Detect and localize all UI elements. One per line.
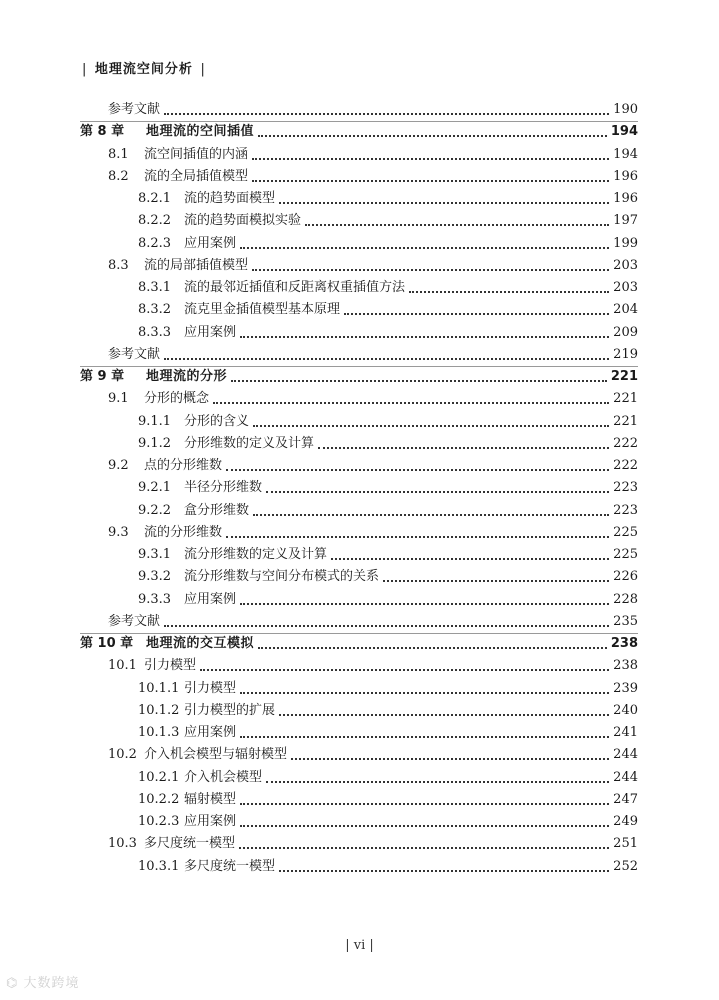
toc-entry-page: 251 bbox=[613, 836, 638, 852]
toc-entry-page: 197 bbox=[613, 213, 638, 229]
toc-entry-number: 8.2 bbox=[108, 168, 129, 184]
toc-entry-title: 流的趋势面模型 bbox=[184, 191, 276, 206]
toc-entry-title: 流的分形维数 bbox=[144, 524, 223, 540]
toc-entry-page: 225 bbox=[613, 524, 638, 540]
toc-entry-number: 10.1.3 bbox=[138, 725, 180, 740]
dot-leader bbox=[213, 402, 609, 404]
dot-leader bbox=[291, 758, 609, 760]
toc-chapter-row[interactable] bbox=[80, 122, 638, 142]
toc-subsection-row[interactable] bbox=[138, 812, 638, 832]
toc-entry-title: 参考文献 bbox=[108, 102, 161, 117]
toc-section-row[interactable] bbox=[108, 745, 638, 765]
toc-entry-page: 204 bbox=[613, 302, 638, 318]
toc-entry-number: 9.3.2 bbox=[138, 569, 172, 585]
toc-subsection-row[interactable] bbox=[138, 211, 638, 231]
dot-leader bbox=[240, 247, 609, 249]
toc-entry-number: 8.3 bbox=[108, 257, 129, 273]
toc-subsection-row[interactable] bbox=[138, 501, 638, 521]
toc-subsection-row[interactable] bbox=[138, 701, 638, 721]
toc-entry-page: 244 bbox=[613, 769, 638, 785]
dot-leader bbox=[253, 425, 609, 427]
toc-entry-title: 流的全局插值模型 bbox=[144, 168, 249, 184]
toc-entry-page: 228 bbox=[613, 591, 638, 607]
toc-entry-title: 盒分形维数 bbox=[184, 502, 250, 518]
toc-subsection-row[interactable] bbox=[138, 300, 638, 320]
toc-section-row[interactable] bbox=[108, 834, 638, 854]
watermark-icon: ⌬ bbox=[6, 976, 19, 991]
toc-entry-page: 196 bbox=[613, 168, 638, 184]
toc-entry-title: 应用案例 bbox=[184, 591, 237, 607]
toc-entry-page: 247 bbox=[613, 791, 638, 807]
dot-leader bbox=[226, 536, 609, 538]
toc-entry-title: 地理流的交互模拟 bbox=[146, 636, 255, 651]
toc-entry-title: 介入机会模型与辐射模型 bbox=[144, 747, 288, 763]
toc-entry-page: 194 bbox=[613, 146, 638, 162]
toc-entry-page: 238 bbox=[613, 658, 638, 674]
toc-entry-number: 9.2 bbox=[108, 458, 129, 473]
page-footer bbox=[0, 938, 719, 953]
toc-entry-title: 半径分形维数 bbox=[184, 480, 263, 496]
dot-leader bbox=[279, 202, 609, 204]
toc-entry-number: 10.1.1 bbox=[138, 680, 180, 696]
toc-section-row[interactable] bbox=[108, 523, 638, 543]
toc-chapter-row[interactable] bbox=[80, 367, 638, 387]
header-left-bar: | bbox=[82, 62, 88, 77]
dot-leader bbox=[240, 336, 609, 338]
toc-subsection-row[interactable] bbox=[138, 768, 638, 788]
dot-leader bbox=[239, 847, 609, 849]
dot-leader bbox=[164, 113, 609, 115]
toc-subsection-row[interactable] bbox=[138, 323, 638, 343]
toc-entry-number: 10.3 bbox=[108, 836, 137, 852]
toc-subsection-row[interactable] bbox=[138, 545, 638, 565]
toc-entry-title: 流分形维数的定义及计算 bbox=[184, 547, 328, 562]
toc-subsection-row[interactable] bbox=[138, 278, 638, 298]
toc-entry-title: 应用案例 bbox=[184, 235, 237, 251]
toc-references-row[interactable] bbox=[108, 100, 638, 120]
toc-entry-title: 地理流的空间插值 bbox=[146, 124, 255, 140]
toc-subsection-row[interactable] bbox=[138, 189, 638, 209]
toc-entry-number: 第 10 章 bbox=[80, 636, 134, 651]
dot-leader bbox=[240, 692, 609, 694]
toc-entry-page: 221 bbox=[613, 413, 638, 429]
toc-entry-number: 9.1.2 bbox=[138, 435, 172, 451]
toc-subsection-row[interactable] bbox=[138, 434, 638, 454]
dot-leader bbox=[318, 447, 609, 449]
dot-leader bbox=[258, 647, 607, 649]
toc-entry-page: 238 bbox=[610, 636, 638, 651]
toc-entry-page: 235 bbox=[613, 613, 638, 629]
toc-entry-page: 223 bbox=[613, 502, 638, 518]
toc-subsection-row[interactable] bbox=[138, 790, 638, 810]
dot-leader bbox=[253, 514, 609, 516]
toc-entry-title: 流的趋势面模拟实验 bbox=[184, 213, 302, 229]
toc-entry-page: 199 bbox=[613, 235, 638, 251]
toc-section-row[interactable] bbox=[108, 167, 638, 187]
toc-section-row[interactable] bbox=[108, 256, 638, 276]
toc-entry-title: 引力模型 bbox=[144, 658, 197, 674]
toc-entry-title: 多尺度统一模型 bbox=[144, 836, 236, 852]
footer-right-bar: | bbox=[369, 938, 374, 953]
toc-entry-number: 9.1.1 bbox=[138, 413, 172, 429]
watermark-text: 大数跨境 bbox=[23, 976, 80, 991]
toc-entry-page: 226 bbox=[613, 569, 638, 585]
toc-entry-page: 222 bbox=[613, 458, 638, 473]
toc-entry-title: 流克里金插值模型基本原理 bbox=[184, 302, 341, 318]
toc-entry-number: 第 8 章 bbox=[80, 124, 125, 140]
dot-leader bbox=[240, 603, 609, 605]
toc-entry-page: 249 bbox=[613, 814, 638, 829]
toc-entry-number: 9.3.1 bbox=[138, 547, 172, 562]
toc-references-row[interactable] bbox=[108, 612, 638, 632]
dot-leader bbox=[383, 580, 609, 582]
toc-entry-number: 8.2.1 bbox=[138, 191, 172, 206]
toc-subsection-row[interactable] bbox=[138, 412, 638, 432]
toc-entry-page: 203 bbox=[613, 257, 638, 273]
running-header bbox=[80, 58, 208, 77]
toc-section-row[interactable] bbox=[108, 145, 638, 165]
toc-entry-page: 225 bbox=[613, 547, 638, 562]
toc-entry-number: 9.3.3 bbox=[138, 591, 172, 607]
toc-subsection-row[interactable] bbox=[138, 857, 638, 877]
dot-leader bbox=[240, 825, 609, 827]
dot-leader bbox=[252, 269, 609, 271]
toc-entry-number: 8.3.1 bbox=[138, 280, 172, 295]
toc-entry-title: 流的最邻近插值和反距离权重插值方法 bbox=[184, 280, 406, 295]
toc-entry-number: 8.2.2 bbox=[138, 213, 172, 229]
toc-entry-page: 209 bbox=[613, 324, 638, 340]
toc-entry-title: 应用案例 bbox=[184, 324, 237, 340]
dot-leader bbox=[231, 380, 607, 382]
dot-leader bbox=[226, 469, 609, 471]
toc-entry-number: 8.3.2 bbox=[138, 302, 172, 318]
toc-entry-title: 辐射模型 bbox=[184, 791, 237, 807]
toc-chapter-row[interactable] bbox=[80, 634, 638, 654]
toc-entry-page: 222 bbox=[613, 435, 638, 451]
dot-leader bbox=[266, 491, 609, 493]
toc-references-row[interactable] bbox=[108, 345, 638, 365]
toc-entry-page: 203 bbox=[613, 280, 638, 295]
toc-entry-title: 参考文献 bbox=[108, 613, 161, 629]
dot-leader bbox=[240, 736, 609, 738]
dot-leader bbox=[409, 291, 609, 293]
toc-entry-page: 223 bbox=[613, 480, 638, 496]
toc-entry-page: 221 bbox=[610, 369, 638, 384]
toc-entry-title: 分形的含义 bbox=[184, 413, 250, 429]
toc-entry-title: 流分形维数与空间分布模式的关系 bbox=[184, 569, 380, 585]
toc-entry-number: 8.1 bbox=[108, 146, 129, 162]
dot-leader bbox=[258, 135, 607, 137]
dot-leader bbox=[252, 158, 609, 160]
dot-leader bbox=[266, 781, 609, 783]
toc-entry-title: 引力模型 bbox=[184, 680, 237, 696]
toc-entry-number: 9.3 bbox=[108, 524, 129, 540]
toc-entry-title: 分形维数的定义及计算 bbox=[184, 435, 315, 451]
toc-entry-title: 流空间插值的内涵 bbox=[144, 146, 249, 162]
toc-entry-number: 10.2.1 bbox=[138, 769, 180, 785]
toc-entry-page: 241 bbox=[613, 725, 638, 740]
toc-entry-number: 10.3.1 bbox=[138, 858, 180, 874]
toc-entry-number: 9.2.2 bbox=[138, 502, 172, 518]
dot-leader bbox=[279, 714, 609, 716]
toc-entry-title: 介入机会模型 bbox=[184, 769, 263, 785]
dot-leader bbox=[344, 313, 609, 315]
toc-subsection-row[interactable] bbox=[138, 567, 638, 587]
watermark bbox=[6, 972, 80, 991]
dot-leader bbox=[252, 180, 609, 182]
toc-entry-page: 244 bbox=[613, 747, 638, 763]
dot-leader bbox=[331, 558, 609, 560]
toc-entry-title: 参考文献 bbox=[108, 346, 161, 362]
toc-entry-title: 应用案例 bbox=[184, 814, 237, 829]
toc-entry-title: 流的局部插值模型 bbox=[144, 257, 249, 273]
toc-section-row[interactable] bbox=[108, 456, 638, 476]
dot-leader bbox=[164, 358, 609, 360]
dot-leader bbox=[279, 870, 609, 872]
toc-entry-page: 190 bbox=[613, 102, 638, 117]
toc-subsection-row[interactable] bbox=[138, 478, 638, 498]
header-right-bar: | bbox=[200, 62, 206, 77]
toc-entry-number: 10.1.2 bbox=[138, 702, 180, 718]
toc-section-row[interactable] bbox=[108, 389, 638, 409]
toc-entry-page: 194 bbox=[610, 124, 638, 140]
toc-entry-number: 9.1 bbox=[108, 391, 129, 407]
dot-leader bbox=[164, 625, 609, 627]
page-number: vi bbox=[353, 938, 366, 953]
toc-entry-number: 9.2.1 bbox=[138, 480, 172, 496]
toc-subsection-row[interactable] bbox=[138, 679, 638, 699]
footer-left-bar: | bbox=[345, 938, 350, 953]
toc-entry-title: 多尺度统一模型 bbox=[184, 858, 276, 874]
toc-subsection-row[interactable] bbox=[138, 590, 638, 610]
dot-leader bbox=[240, 803, 609, 805]
toc-entry-title: 应用案例 bbox=[184, 725, 237, 740]
toc-entry-title: 地理流的分形 bbox=[146, 369, 228, 384]
toc-entry-number: 10.2.3 bbox=[138, 814, 180, 829]
dot-leader bbox=[305, 224, 609, 226]
toc-entry-page: 221 bbox=[613, 391, 638, 407]
toc-entry-page: 219 bbox=[613, 346, 638, 362]
toc-entry-page: 239 bbox=[613, 680, 638, 696]
toc-entry-number: 10.2.2 bbox=[138, 791, 180, 807]
toc-entry-number: 10.1 bbox=[108, 658, 137, 674]
header-title: 地理流空间分析 bbox=[94, 62, 193, 77]
dot-leader bbox=[200, 669, 609, 671]
toc-section-row[interactable] bbox=[108, 656, 638, 676]
toc-subsection-row[interactable] bbox=[138, 723, 638, 743]
toc-entry-title: 分形的概念 bbox=[144, 391, 210, 407]
toc-entry-number: 第 9 章 bbox=[80, 369, 125, 384]
toc-entry-page: 196 bbox=[613, 191, 638, 206]
toc-entry-title: 点的分形维数 bbox=[144, 458, 223, 473]
toc-entry-number: 10.2 bbox=[108, 747, 137, 763]
toc-subsection-row[interactable] bbox=[138, 234, 638, 254]
toc-entry-number: 8.3.3 bbox=[138, 324, 172, 340]
toc-entry-page: 240 bbox=[613, 702, 638, 718]
toc-entry-page: 252 bbox=[613, 858, 638, 874]
toc-entry-title: 引力模型的扩展 bbox=[184, 702, 276, 718]
toc-entry-number: 8.2.3 bbox=[138, 235, 172, 251]
